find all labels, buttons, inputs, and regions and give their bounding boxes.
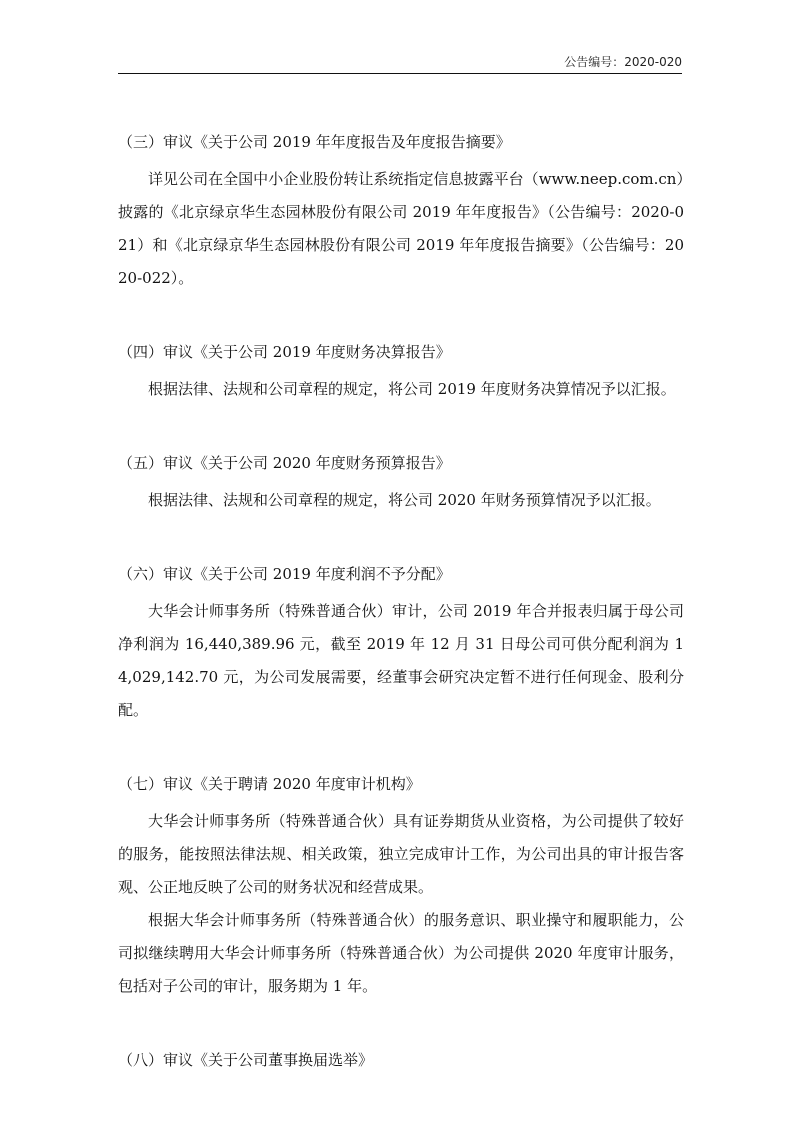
- section-paragraph: 大华会计师事务所（特殊普通合伙）具有证券期货从业资格，为公司提供了较好的服务，能按照法律法规、相关政策，独立完成审计工作，为公司出具的审计报告客观、公正地反映了公司的财务状况和经营成果。: [118, 812, 684, 896]
- section-7: [118, 773, 684, 1003]
- section-3: [118, 131, 684, 295]
- section-5: [118, 452, 684, 517]
- announcement-number: 公告编号：2020-020: [564, 55, 682, 69]
- section-6: [118, 563, 684, 727]
- section-4: [118, 341, 684, 406]
- section-paragraph: 根据法律、法规和公司章程的规定，将公司 2019 年度财务决算情况予以汇报。: [148, 380, 676, 398]
- document-body: [118, 131, 684, 1071]
- section-heading: （六）审议《关于公司 2019 年度利润不予分配》: [118, 565, 451, 583]
- section-paragraph: 根据大华会计师事务所（特殊普通合伙）的服务意识、职业操守和履职能力，公司拟继续聘用大华会计师事务所（特殊普通合伙）为公司提供 2020 年度审计服务，包括对子公司的审计，服务期为 1 年。: [118, 911, 684, 995]
- section-heading: （三）审议《关于公司 2019 年年度报告及年度报告摘要》: [118, 133, 511, 151]
- section-8: [118, 1049, 684, 1071]
- header-divider: [118, 73, 682, 74]
- section-heading: （七）审议《关于聘请 2020 年度审计机构》: [118, 775, 421, 793]
- section-heading: （四）审议《关于公司 2019 年度财务决算报告》: [118, 343, 451, 361]
- section-heading: （八）审议《关于公司董事换届选举》: [118, 1051, 374, 1069]
- section-heading: （五）审议《关于公司 2020 年度财务预算报告》: [118, 454, 451, 472]
- section-paragraph: 大华会计师事务所（特殊普通合伙）审计，公司 2019 年合并报表归属于母公司净利润为 16,440,389.96 元，截至 2019 年 12 月 31 日母公司可供分配利润为 14,029,142.70 元，为公司发展需要，经董事会研究决定暂不进行任何现金、股利分配。: [118, 602, 684, 719]
- section-paragraph: 根据法律、法规和公司章程的规定，将公司 2020 年财务预算情况予以汇报。: [148, 491, 661, 509]
- section-paragraph: 详见公司在全国中小企业股份转让系统指定信息披露平台（www.neep.com.cn）披露的《北京绿京华生态园林股份有限公司 2019 年年度报告》（公告编号：2020-021）和《北京绿京华生态园林股份有限公司 2019 年年度报告摘要》（公告编号：2020-022）。: [118, 170, 684, 287]
